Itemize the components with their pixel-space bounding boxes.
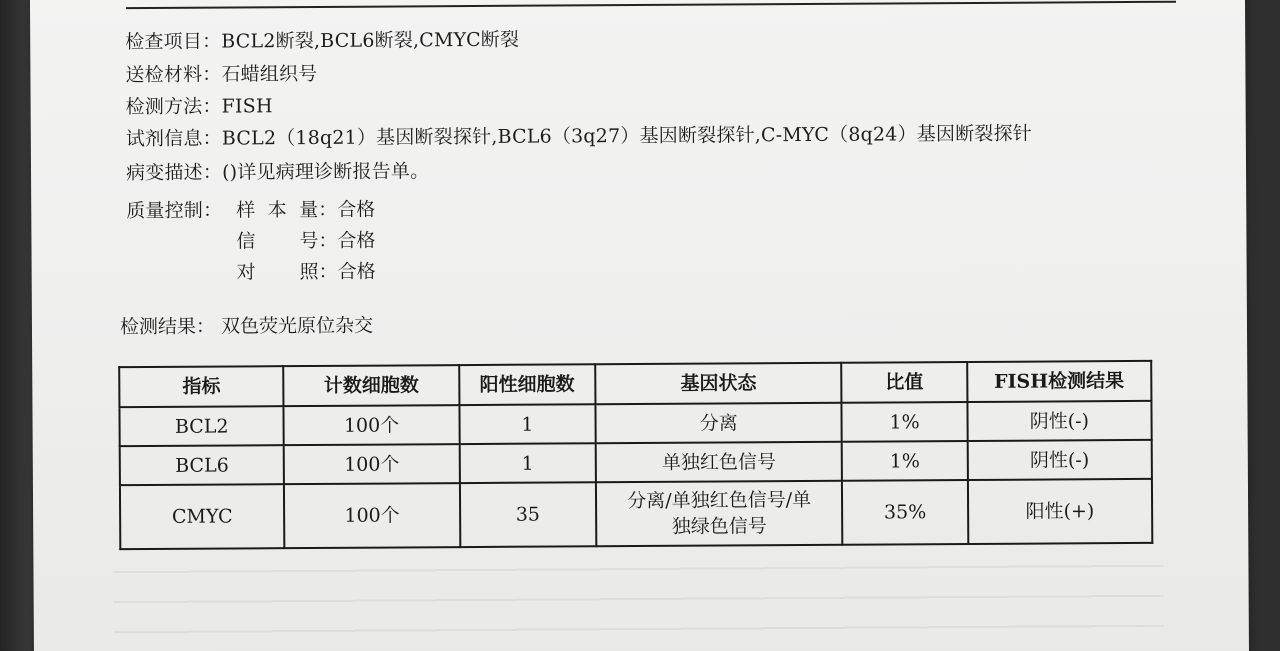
specimen-row — [125, 59, 317, 87]
cell-gene-status: 单独红色信号 — [596, 442, 843, 483]
table-row — [120, 440, 1152, 485]
specimen-label: 送检材料： — [125, 63, 222, 87]
method-value: FISH — [221, 95, 273, 118]
reagent-value: BCL2（18q21）基因断裂探针,BCL6（3q27）基因断裂探针,C-MYC（8q24）基因断裂探针 — [221, 122, 1033, 150]
quality-item-value: 合格 — [337, 198, 376, 221]
quality-item-colon: ： — [318, 198, 338, 221]
test-items-value: BCL2断裂,BCL6断裂,CMYC断裂 — [221, 28, 520, 53]
quality-item-label: 信号 — [236, 229, 319, 253]
quality-item-label: 对照 — [236, 260, 319, 284]
bleed-through-text — [113, 547, 1164, 651]
lesion-label: 病变描述： — [125, 161, 223, 185]
test-items-label: 检查项目： — [125, 30, 222, 54]
quality-item-colon: ： — [318, 260, 338, 283]
cell-gene-status: 分离 — [595, 403, 842, 444]
cell-positive-cells: 35 — [460, 482, 597, 547]
lesion-value: ()详见病理诊断报告单。 — [221, 160, 430, 184]
cell-indicator: BCL6 — [120, 445, 285, 485]
cell-indicator: BCL2 — [119, 406, 284, 446]
quality-row — [126, 196, 222, 224]
table-row — [119, 401, 1151, 446]
method-label: 检测方法： — [125, 95, 222, 119]
cell-ratio: 35% — [842, 480, 968, 545]
cell-fish-result: 阴性(-) — [967, 401, 1152, 441]
quality-item-value: 合格 — [337, 260, 376, 283]
quality-item-control — [237, 257, 376, 285]
cell-fish-result: 阳性(+) — [968, 479, 1153, 544]
reagent-row — [126, 119, 1032, 152]
header-positive-cells: 阳性细胞数 — [459, 364, 595, 405]
gene-status-line: 独绿色信号 — [671, 515, 767, 538]
header-counted-cells: 计数细胞数 — [284, 365, 460, 406]
cell-counted-cells: 100个 — [284, 444, 460, 484]
test-items-row — [125, 25, 519, 54]
quality-label: 质量控制： — [126, 199, 223, 223]
header-fish-result: FISH检测结果 — [967, 361, 1152, 402]
table-header-row — [119, 361, 1151, 407]
quality-item-colon: ： — [318, 229, 338, 252]
result-value: 双色荧光原位杂交 — [220, 314, 374, 338]
quality-item-sample — [236, 195, 375, 223]
cell-positive-cells: 1 — [459, 443, 595, 483]
cell-gene-status — [596, 481, 843, 547]
method-row — [126, 91, 273, 119]
fish-result-table — [118, 360, 1153, 550]
top-divider — [126, 1, 1176, 9]
lesion-row — [126, 156, 429, 185]
cell-indicator: CMYC — [120, 484, 285, 549]
cell-counted-cells: 100个 — [284, 483, 460, 548]
cell-ratio: 1% — [842, 441, 967, 481]
cell-counted-cells: 100个 — [284, 405, 460, 445]
gene-status-line: 分离/单独红色信号/单 — [627, 488, 812, 513]
table-row — [120, 479, 1152, 549]
quality-item-signal — [236, 226, 375, 254]
result-label: 检测结果： — [119, 315, 216, 339]
result-row — [120, 311, 373, 340]
report-paper — [30, 0, 1249, 651]
cell-fish-result: 阴性(-) — [967, 440, 1152, 480]
header-ratio: 比值 — [842, 362, 967, 403]
quality-item-value: 合格 — [337, 229, 376, 252]
specimen-value: 石蜡组织号 — [221, 62, 318, 86]
header-indicator: 指标 — [119, 366, 284, 407]
header-gene-status: 基因状态 — [595, 363, 842, 405]
cell-positive-cells: 1 — [459, 404, 595, 444]
quality-item-label: 样本量 — [236, 198, 319, 222]
cell-ratio: 1% — [842, 402, 967, 442]
reagent-label: 试剂信息： — [125, 127, 222, 151]
